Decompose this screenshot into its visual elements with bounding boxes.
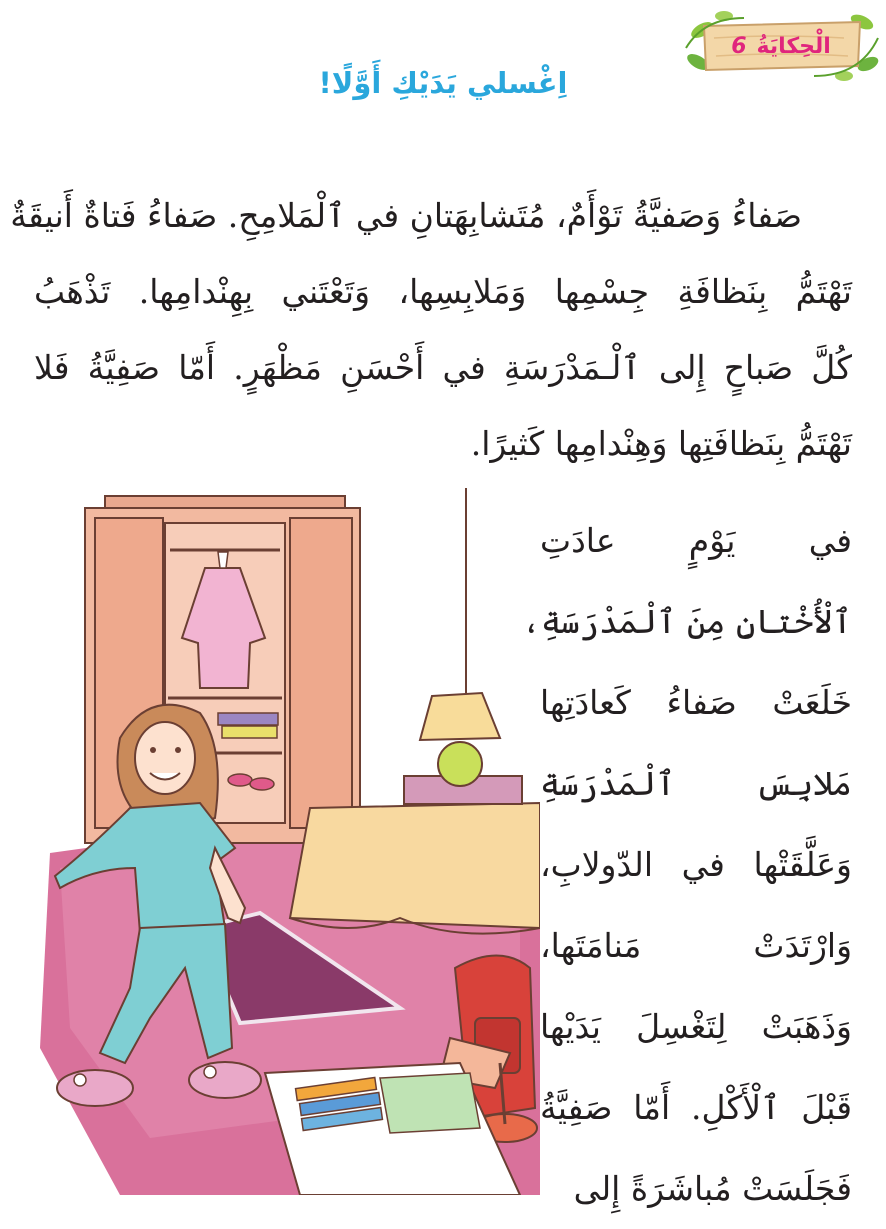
story-number: 6: [731, 33, 747, 59]
paragraph-story: [521, 500, 852, 1229]
badge-text: الْحِكايَةُ: [756, 33, 831, 59]
story-title: اِغْسلي يَدَيْكِ أَوَّلًا!: [318, 66, 568, 100]
paragraph-intro: [10, 178, 852, 482]
text-line: ٱلْأُخْتانِ مِنَ ٱلْمَدْرَسَةِ،: [521, 602, 852, 641]
text-line: في يَوْمٍ عادَتِ: [540, 521, 852, 560]
girl-in-bedroom-illustration: [0, 488, 540, 1195]
text-line: تَهْتَمُّ بِنَظافَتِها وَهِنْدامِها كَثيرًا.: [470, 424, 852, 463]
text-line: فَجَلَسَتْ مُباشَرَةً إِلى: [573, 1169, 852, 1208]
text-line: وَارْتَدَتْ مَنامَتَها،: [540, 926, 852, 965]
text-line: وَذَهَبَتْ لِتَغْسِلَ يَدَيْها: [540, 1007, 852, 1046]
text-line: تَهْتَمُّ بِنَظافَةِ جِسْمِها وَمَلابِسِها، وَتَعْتَني بِهِنْدامِها. تَذْهَبُ: [34, 272, 852, 311]
text-line: صَفاءُ وَصَفيَّةُ تَوْأَمٌ، مُتَشابِهَتانِ في ٱلْمَلامِحِ. صَفاءُ فَتاةٌ أَنيقَةٌ: [10, 196, 802, 235]
badge-label: [706, 28, 856, 64]
text-line: خَلَعَتْ صَفاءُ كَعادَتِها: [540, 683, 852, 722]
text-line: كُلَّ صَباحٍ إِلى ٱلْـمَدْرَسَةِ في أَحْسَنِ مَظْهَرٍ. أَمّا صَفِيَّةُ فَلا: [34, 348, 852, 387]
bedroom-illustration: [0, 488, 540, 1195]
text-line: قَبْلَ ٱلْأَكْلِ. أَمّا صَفِيَّةُ: [540, 1088, 852, 1127]
text-line: وَعَلَّقَتْها في الدّولابِ،: [540, 845, 852, 884]
text-line: مَلابِسَ ٱلْمَدْرَسَةِ: [540, 764, 852, 803]
